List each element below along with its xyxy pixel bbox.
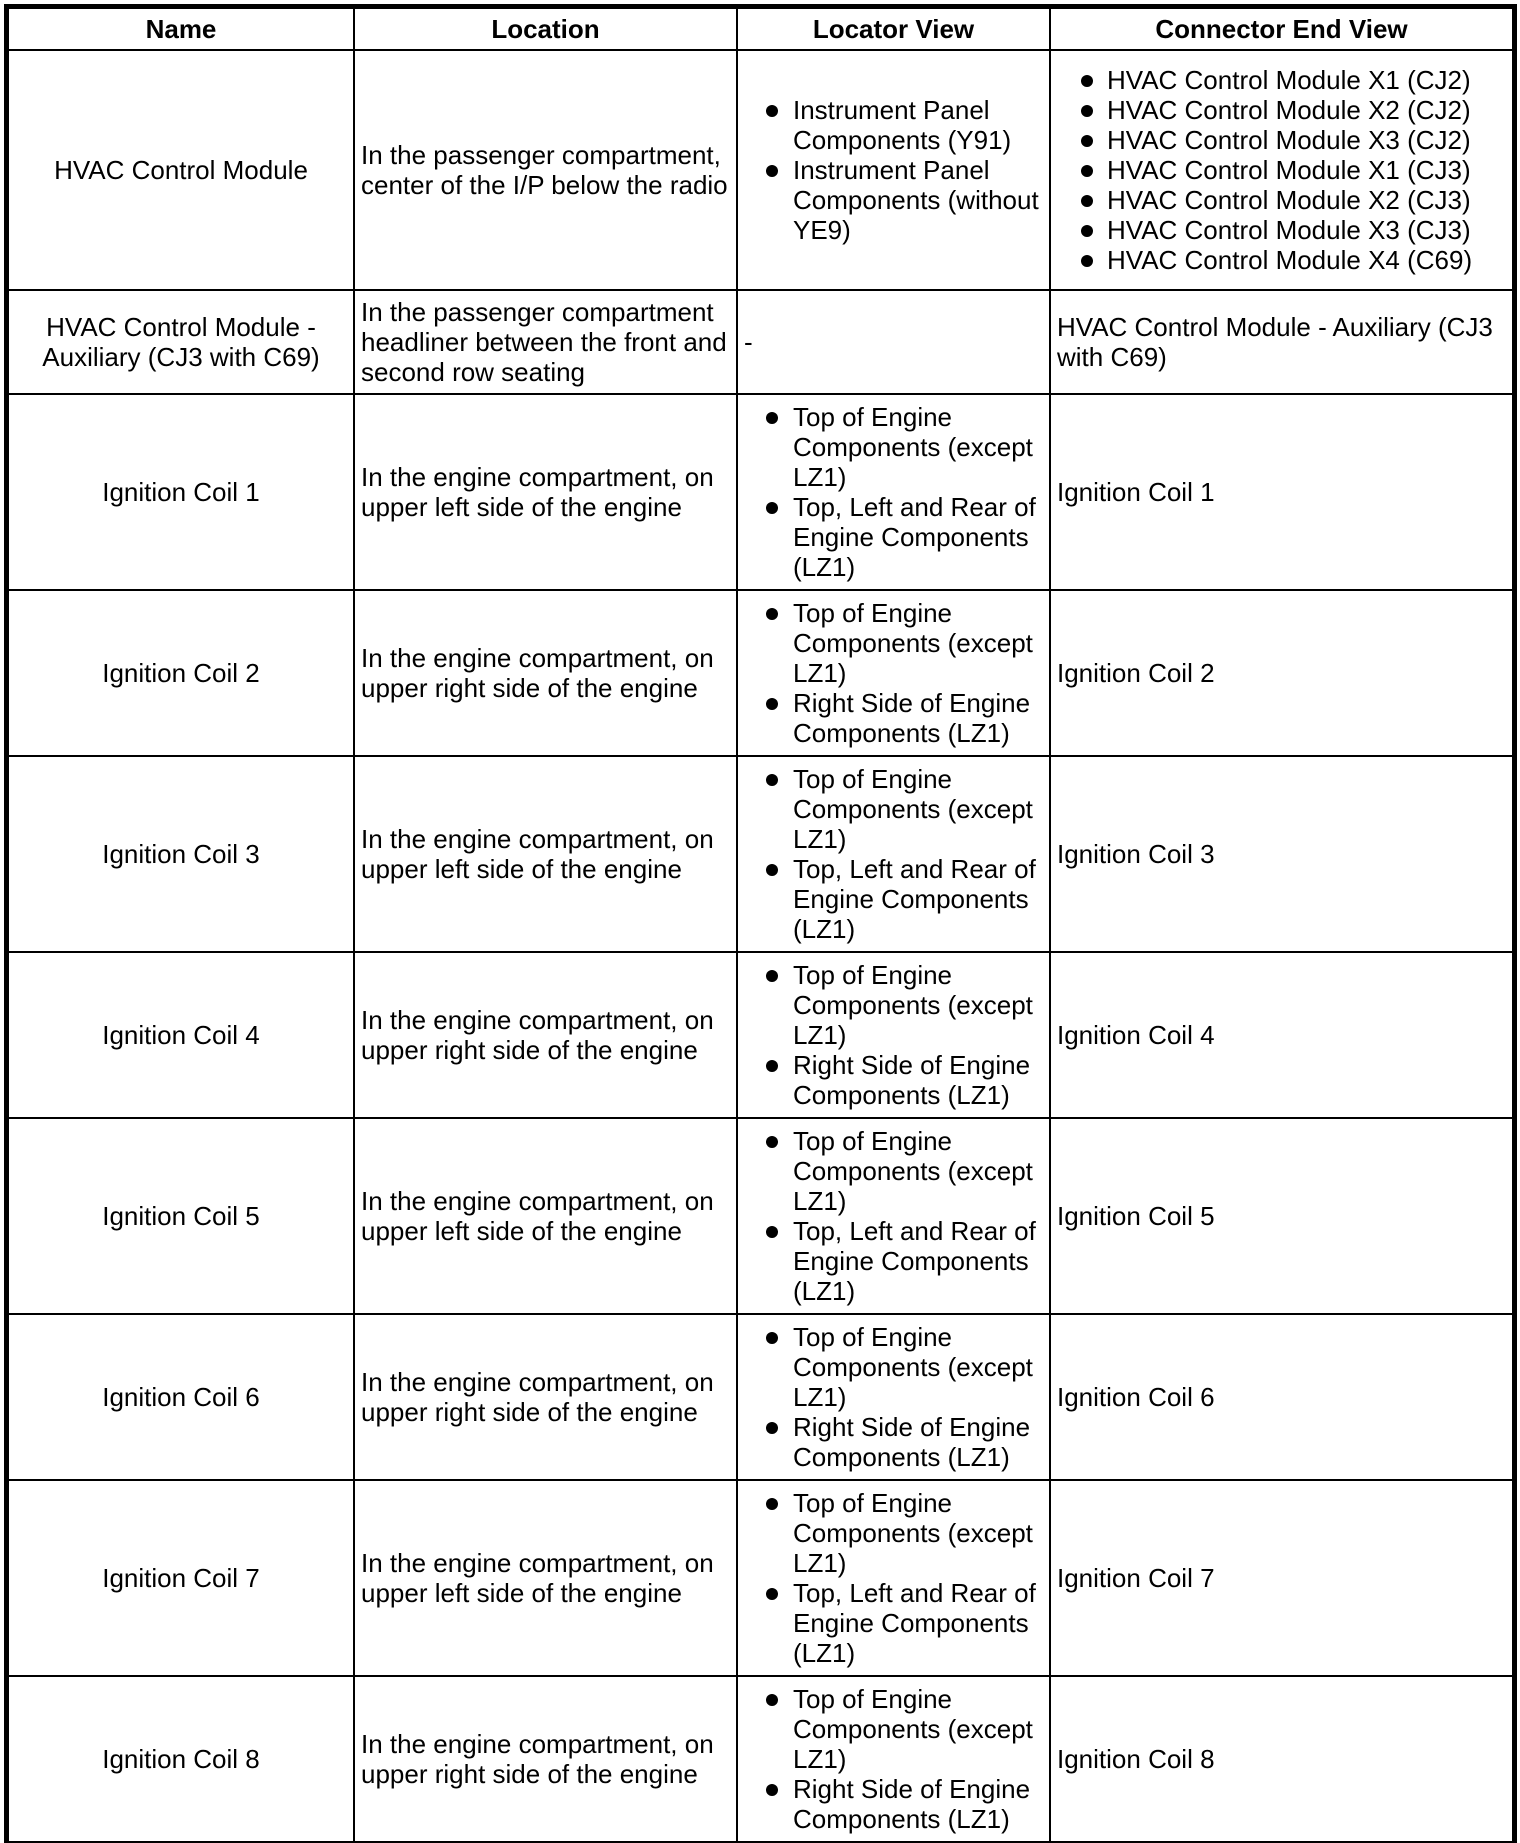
connector-end-view-link[interactable]: HVAC Control Module X1 (CJ2) bbox=[1057, 65, 1506, 95]
locator-view-list bbox=[744, 598, 1043, 748]
component-name: HVAC Control Module - Auxiliary (CJ3 with C69) bbox=[8, 290, 354, 394]
connector-end-view-link[interactable]: Ignition Coil 3 bbox=[1050, 756, 1513, 952]
locator-view-cell bbox=[737, 1480, 1050, 1676]
locator-view-list bbox=[744, 1322, 1043, 1472]
locator-view-list bbox=[744, 960, 1043, 1110]
connector-end-view-link[interactable]: HVAC Control Module X2 (CJ3) bbox=[1057, 185, 1506, 215]
locator-view-link[interactable]: Top of Engine Components (except LZ1) bbox=[744, 764, 1043, 854]
locator-view-link[interactable]: Top of Engine Components (except LZ1) bbox=[744, 1488, 1043, 1578]
table-row bbox=[8, 1314, 1513, 1480]
component-name: Ignition Coil 4 bbox=[8, 952, 354, 1118]
locator-view-cell bbox=[737, 1314, 1050, 1480]
connector-end-view-link[interactable]: Ignition Coil 8 bbox=[1050, 1676, 1513, 1842]
locator-view-cell bbox=[737, 1118, 1050, 1314]
table-body bbox=[8, 50, 1513, 1842]
component-name: Ignition Coil 8 bbox=[8, 1676, 354, 1842]
locator-view-list bbox=[744, 95, 1043, 245]
component-location: In the engine compartment, on upper left side of the engine bbox=[354, 1118, 737, 1314]
locator-view-list bbox=[744, 402, 1043, 582]
connector-end-view-link[interactable]: Ignition Coil 5 bbox=[1050, 1118, 1513, 1314]
component-location: In the engine compartment, on upper right side of the engine bbox=[354, 1676, 737, 1842]
component-name: Ignition Coil 2 bbox=[8, 590, 354, 756]
component-location: In the passenger compartment headliner between the front and second row seating bbox=[354, 290, 737, 394]
locator-view-cell bbox=[737, 394, 1050, 590]
component-location: In the passenger compartment, center of the I/P below the radio bbox=[354, 50, 737, 290]
locator-view-link[interactable]: Top, Left and Rear of Engine Components (LZ1) bbox=[744, 1578, 1043, 1668]
locator-view-cell bbox=[737, 590, 1050, 756]
locator-view-cell bbox=[737, 50, 1050, 290]
component-name: Ignition Coil 7 bbox=[8, 1480, 354, 1676]
locator-view-cell bbox=[737, 952, 1050, 1118]
connector-end-view-link[interactable]: HVAC Control Module X2 (CJ2) bbox=[1057, 95, 1506, 125]
table-header bbox=[8, 8, 1513, 50]
table-row bbox=[8, 290, 1513, 394]
component-name: Ignition Coil 3 bbox=[8, 756, 354, 952]
component-location: In the engine compartment, on upper right side of the engine bbox=[354, 590, 737, 756]
locator-view-link[interactable]: Right Side of Engine Components (LZ1) bbox=[744, 1774, 1043, 1834]
connector-end-view-link[interactable]: HVAC Control Module - Auxiliary (CJ3 with C69) bbox=[1050, 290, 1513, 394]
table-row bbox=[8, 952, 1513, 1118]
component-location: In the engine compartment, on upper right side of the engine bbox=[354, 952, 737, 1118]
connector-end-view-link[interactable]: HVAC Control Module X3 (CJ3) bbox=[1057, 215, 1506, 245]
header-name: Name bbox=[8, 8, 354, 50]
connector-end-view-link[interactable]: HVAC Control Module X4 (C69) bbox=[1057, 245, 1506, 275]
locator-view-link[interactable]: Right Side of Engine Components (LZ1) bbox=[744, 1412, 1043, 1472]
table-row bbox=[8, 394, 1513, 590]
component-name: Ignition Coil 6 bbox=[8, 1314, 354, 1480]
table-row bbox=[8, 1118, 1513, 1314]
component-location: In the engine compartment, on upper left side of the engine bbox=[354, 756, 737, 952]
component-location: In the engine compartment, on upper left side of the engine bbox=[354, 1480, 737, 1676]
locator-view-link[interactable]: Instrument Panel Components (without YE9) bbox=[744, 155, 1043, 245]
locator-view-link[interactable]: Top of Engine Components (except LZ1) bbox=[744, 402, 1043, 492]
connector-end-view-link[interactable]: HVAC Control Module X1 (CJ3) bbox=[1057, 155, 1506, 185]
locator-view-list bbox=[744, 764, 1043, 944]
locator-view-list bbox=[744, 1684, 1043, 1834]
table-row bbox=[8, 1676, 1513, 1842]
locator-view-link[interactable]: Top, Left and Rear of Engine Components (LZ1) bbox=[744, 492, 1043, 582]
connector-end-view-list bbox=[1057, 65, 1506, 275]
connector-end-view-link[interactable]: Ignition Coil 2 bbox=[1050, 590, 1513, 756]
locator-view-link[interactable]: Top, Left and Rear of Engine Components (LZ1) bbox=[744, 854, 1043, 944]
locator-view-link[interactable]: Top of Engine Components (except LZ1) bbox=[744, 1322, 1043, 1412]
table-row bbox=[8, 1480, 1513, 1676]
locator-view-link[interactable]: Top of Engine Components (except LZ1) bbox=[744, 1126, 1043, 1216]
locator-view-link[interactable]: Top of Engine Components (except LZ1) bbox=[744, 1684, 1043, 1774]
table-row bbox=[8, 50, 1513, 290]
locator-view-link[interactable]: Top of Engine Components (except LZ1) bbox=[744, 960, 1043, 1050]
header-connector-end-view: Connector End View bbox=[1050, 8, 1513, 50]
component-name: HVAC Control Module bbox=[8, 50, 354, 290]
locator-view-link[interactable]: Top of Engine Components (except LZ1) bbox=[744, 598, 1043, 688]
locator-view-cell: - bbox=[737, 290, 1050, 394]
locator-view-list bbox=[744, 1126, 1043, 1306]
connector-end-view-link[interactable]: Ignition Coil 4 bbox=[1050, 952, 1513, 1118]
component-location: In the engine compartment, on upper left side of the engine bbox=[354, 394, 737, 590]
connector-end-view-cell bbox=[1050, 50, 1513, 290]
connector-end-view-link[interactable]: Ignition Coil 7 bbox=[1050, 1480, 1513, 1676]
component-location: In the engine compartment, on upper right side of the engine bbox=[354, 1314, 737, 1480]
component-name: Ignition Coil 5 bbox=[8, 1118, 354, 1314]
locator-view-link[interactable]: Right Side of Engine Components (LZ1) bbox=[744, 688, 1043, 748]
header-locator-view: Locator View bbox=[737, 8, 1050, 50]
table-row bbox=[8, 756, 1513, 952]
locator-view-list bbox=[744, 1488, 1043, 1668]
table-row bbox=[8, 590, 1513, 756]
connector-end-view-link[interactable]: Ignition Coil 1 bbox=[1050, 394, 1513, 590]
connector-end-view-link[interactable]: HVAC Control Module X3 (CJ2) bbox=[1057, 125, 1506, 155]
locator-view-cell bbox=[737, 756, 1050, 952]
header-location: Location bbox=[354, 8, 737, 50]
header-row bbox=[8, 8, 1513, 50]
component-locator-table bbox=[7, 7, 1514, 1843]
locator-view-cell bbox=[737, 1676, 1050, 1842]
connector-end-view-link[interactable]: Ignition Coil 6 bbox=[1050, 1314, 1513, 1480]
component-name: Ignition Coil 1 bbox=[8, 394, 354, 590]
locator-view-link[interactable]: Instrument Panel Components (Y91) bbox=[744, 95, 1043, 155]
locator-view-link[interactable]: Top, Left and Rear of Engine Components (LZ1) bbox=[744, 1216, 1043, 1306]
locator-view-link[interactable]: Right Side of Engine Components (LZ1) bbox=[744, 1050, 1043, 1110]
